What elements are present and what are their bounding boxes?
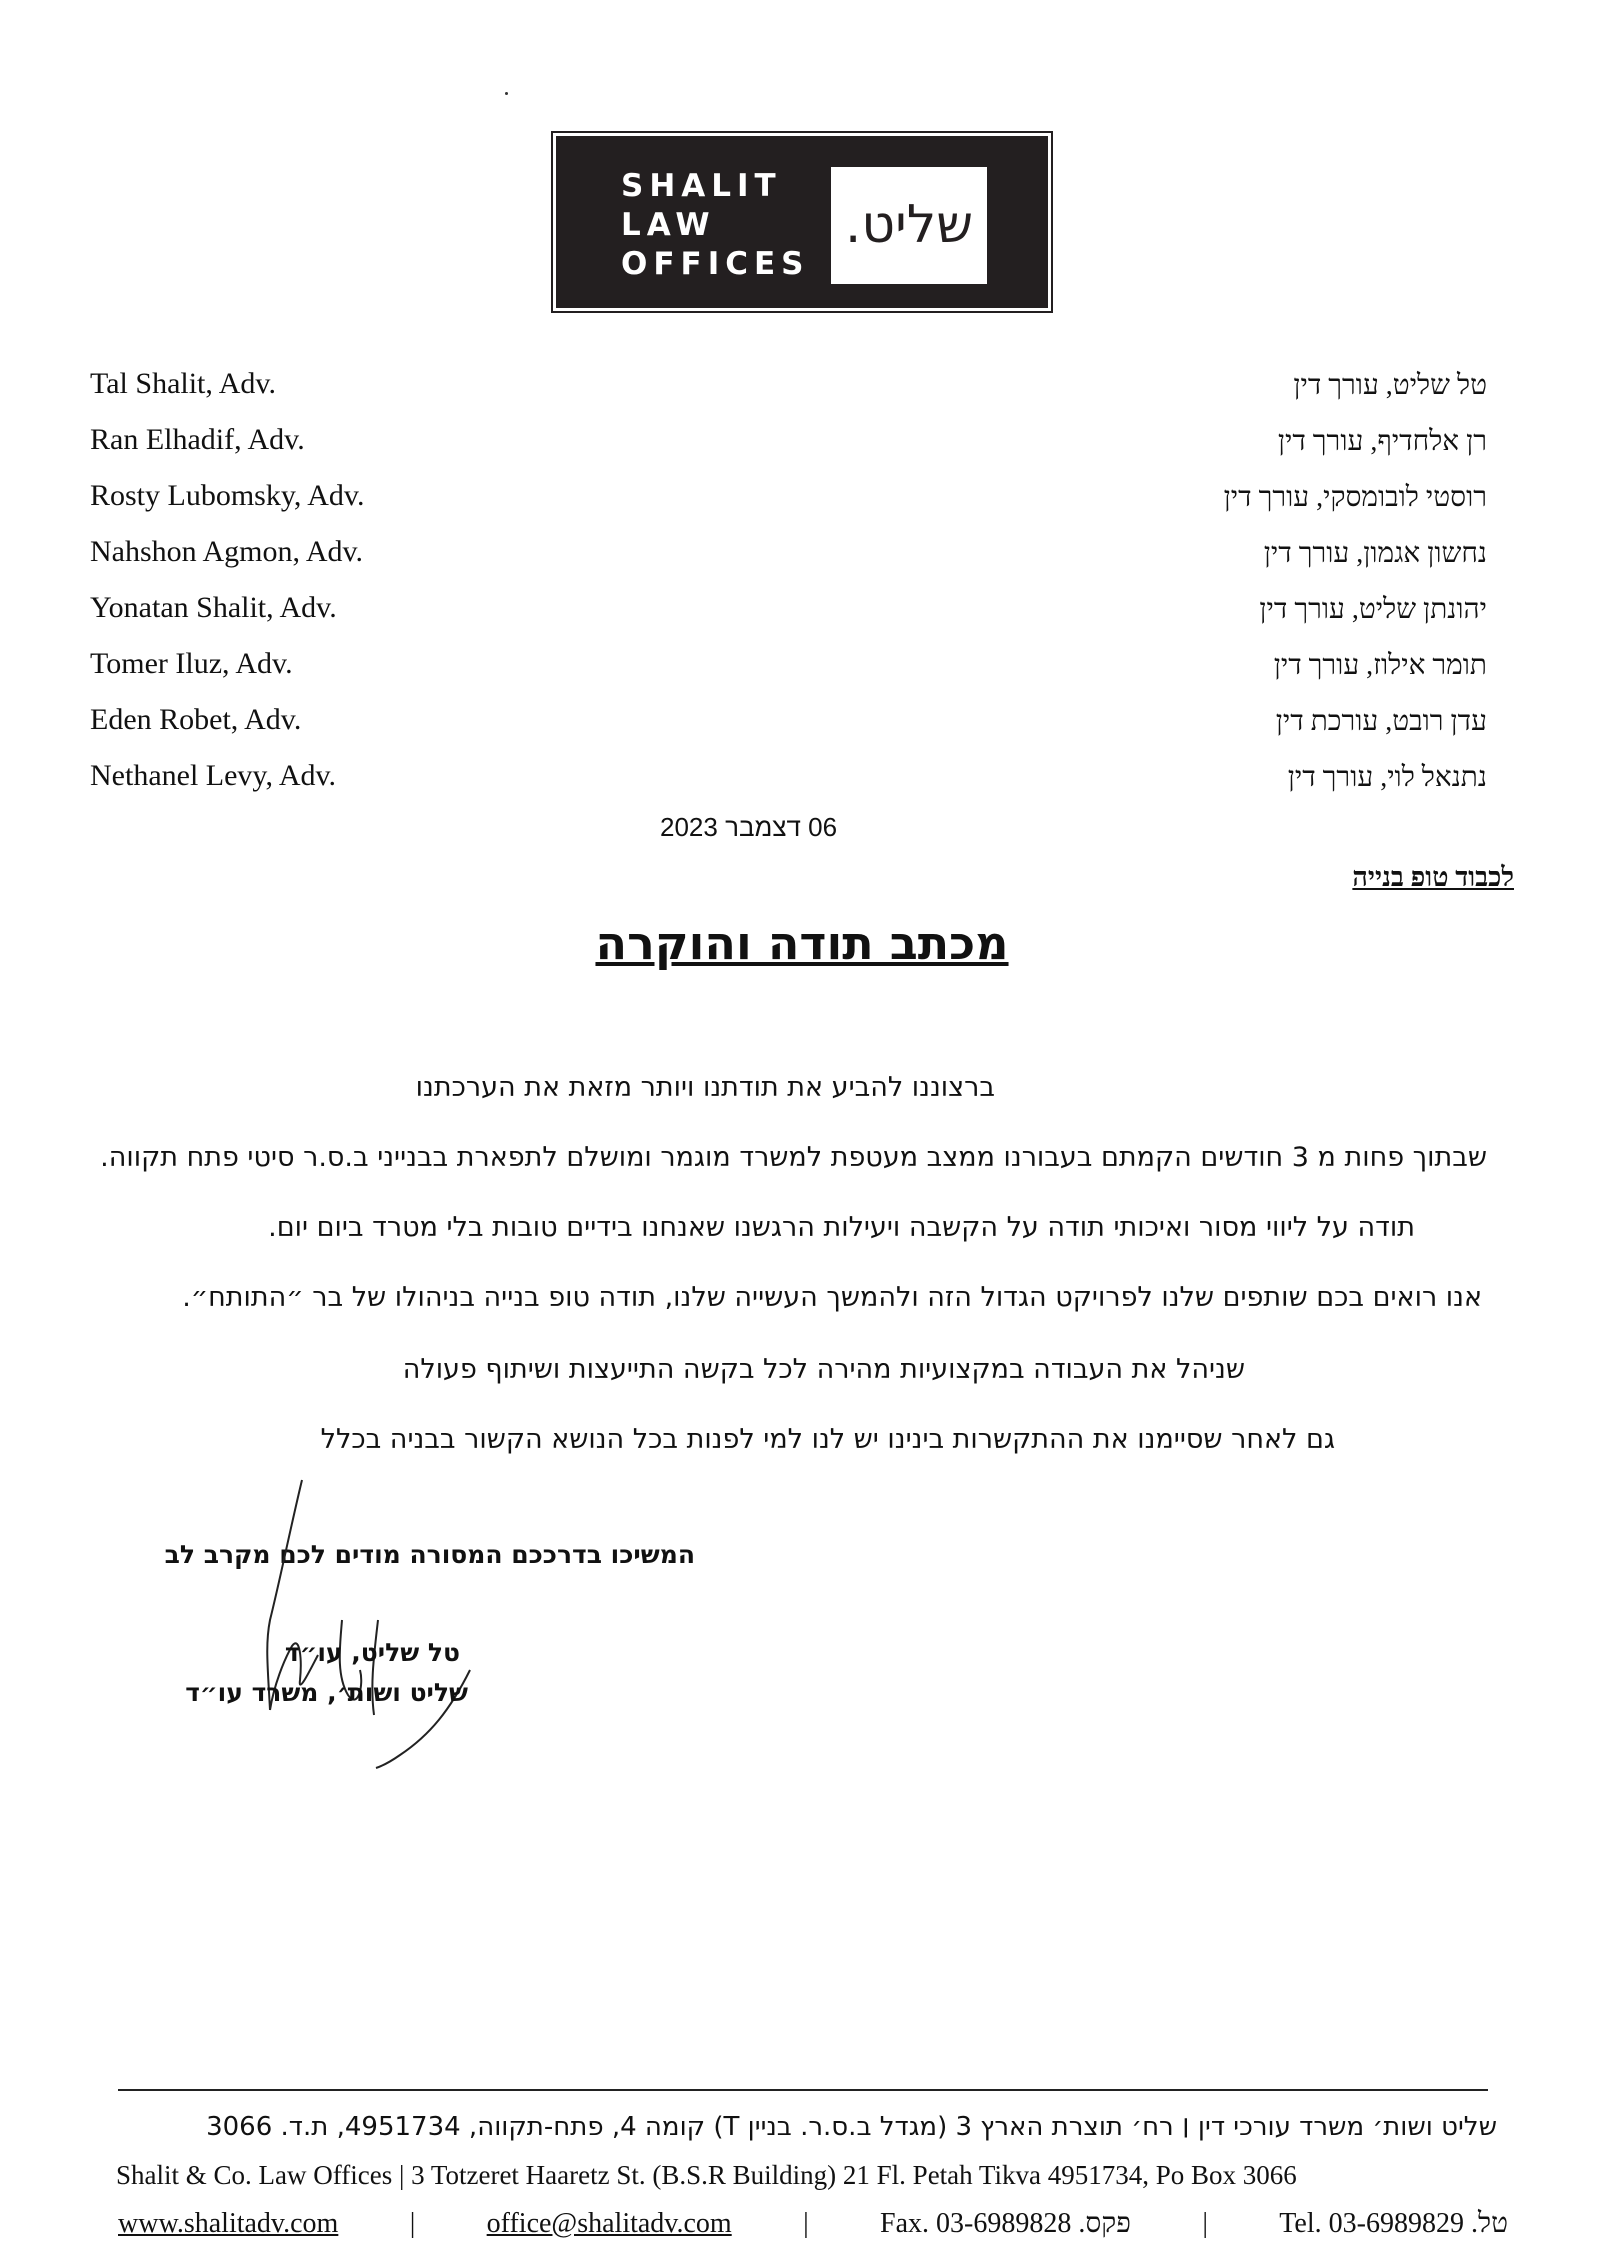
letter-title: מכתב תודה והוקרה — [595, 916, 1009, 970]
partner-he: רוסטי לובומסקי, עורך דין — [1223, 482, 1487, 513]
footer-separator: | — [409, 2208, 416, 2239]
partner-he: עדן רובט, עורכת דין — [1275, 706, 1487, 737]
email-link[interactable]: office@shalitadv.com — [486, 2208, 732, 2239]
partner-en: Eden Robet, Adv. — [90, 703, 302, 736]
body-line-2: שבתוך פחות מ 3 חודשים הקמתם בעבורנו ממצב מעטפת למשרד מוגמר ומושלם לתפארת בבנייני ב.ס.ר סיטי פתח תקווה. — [100, 1142, 1487, 1173]
recipient: לכבוד טופ בנייה — [1352, 862, 1514, 892]
partner-en: Rosty Lubomsky, Adv. — [90, 479, 365, 512]
footer-english-address: Shalit & Co. Law Offices | 3 Totzeret Haaretz St. (B.S.R Building) 21 Fl. Petah Tikva 4951734, Po Box 3066 — [116, 2160, 1297, 2190]
website-link[interactable]: www.shalitadv.com — [118, 2208, 339, 2239]
logo-english-text — [621, 167, 810, 284]
body-line-5: שניהל את העבודה במקצועיות מהירה לכל בקשה התייעצות ושיתוף פעולה — [402, 1354, 1245, 1385]
logo-hebrew-text: שליט. — [844, 195, 974, 255]
footer-separator: | — [803, 2208, 809, 2239]
body-line-4: אנו רואים בכם שותפים שלנו לפרויקט הגדול הזה ולהמשך העשייה שלנו, תודה טופ בנייה בניהולו של בר ״התותח״. — [182, 1282, 1482, 1313]
logo-line-3: OFFICES — [621, 246, 810, 282]
partner-en: Nahshon Agmon, Adv. — [90, 535, 364, 568]
body-line-6: גם לאחר שסיימנו את ההתקשרות בינינו יש לנו למי לפנות בכל הנושא הקשור בבניה בכלל — [320, 1424, 1335, 1455]
signer-name: טל שליט, עו״ד — [284, 1638, 460, 1667]
logo-hebrew-box — [831, 167, 987, 284]
speck — [505, 92, 508, 95]
phone-number: Tel. 03-6989829 .טל — [1279, 2208, 1508, 2239]
partner-en: Nethanel Levy, Adv. — [90, 759, 337, 792]
partner-he: תומר אילוז, עורך דין — [1273, 650, 1487, 681]
closing-line: המשיכו בדרככם המסורה מודים לכם מקרב לב — [164, 1540, 695, 1569]
firm-logo — [556, 136, 1048, 308]
partners-english-list — [90, 364, 364, 812]
footer-divider — [118, 2089, 1488, 2091]
partner-he: נחשון אגמון, עורך דין — [1263, 538, 1487, 569]
footer-separator: | — [1202, 2208, 1208, 2239]
letter-date: 06 דצמבר 2023 — [660, 812, 838, 842]
letter-title-wrap — [0, 916, 1600, 970]
fax-number: Fax. 03-6989828 .פקס — [880, 2208, 1131, 2239]
handwritten-signature — [240, 1470, 500, 1770]
logo-line-2: LAW — [621, 207, 716, 243]
partners-hebrew-list — [1224, 366, 1487, 814]
partner-en: Yonatan Shalit, Adv. — [90, 591, 337, 624]
body-line-3: תודה על ליווי מסור ואיכותי תודה על הקשבה ויעילות הרגשנו שאנחנו בידיים טובות בלי מטרד ביום יום. — [268, 1212, 1415, 1243]
signer-firm: שליט ושות׳, משרד עו״ד — [185, 1678, 468, 1707]
partner-he: נתנאל לוי, עורך דין — [1287, 762, 1487, 793]
partner-he: טל שליט, עורך דין — [1293, 370, 1487, 401]
footer-contacts — [118, 2208, 1508, 2240]
logo-line-1: SHALIT — [621, 168, 782, 204]
partner-en: Tomer Iluz, Adv. — [90, 647, 293, 680]
partner-he: יהונתן שליט, עורך דין — [1259, 594, 1487, 625]
partner-en: Tal Shalit, Adv. — [90, 367, 276, 400]
footer-hebrew-address: שליט ושות׳ משרד עורכי דין ׀ רח׳ תוצרת הארץ 3 (מגדל ב.ס.ר. בניין T) קומה 4, פתח-תקווה, 4951734, ת.ד. 3066 — [206, 2112, 1497, 2142]
partner-en: Ran Elhadif, Adv. — [90, 423, 305, 456]
body-line-1: ברצוננו להביע את תודתנו ויותר מזאת את הערכתנו — [415, 1072, 995, 1103]
partner-he: רן אלחדיף, עורך דין — [1277, 426, 1487, 457]
